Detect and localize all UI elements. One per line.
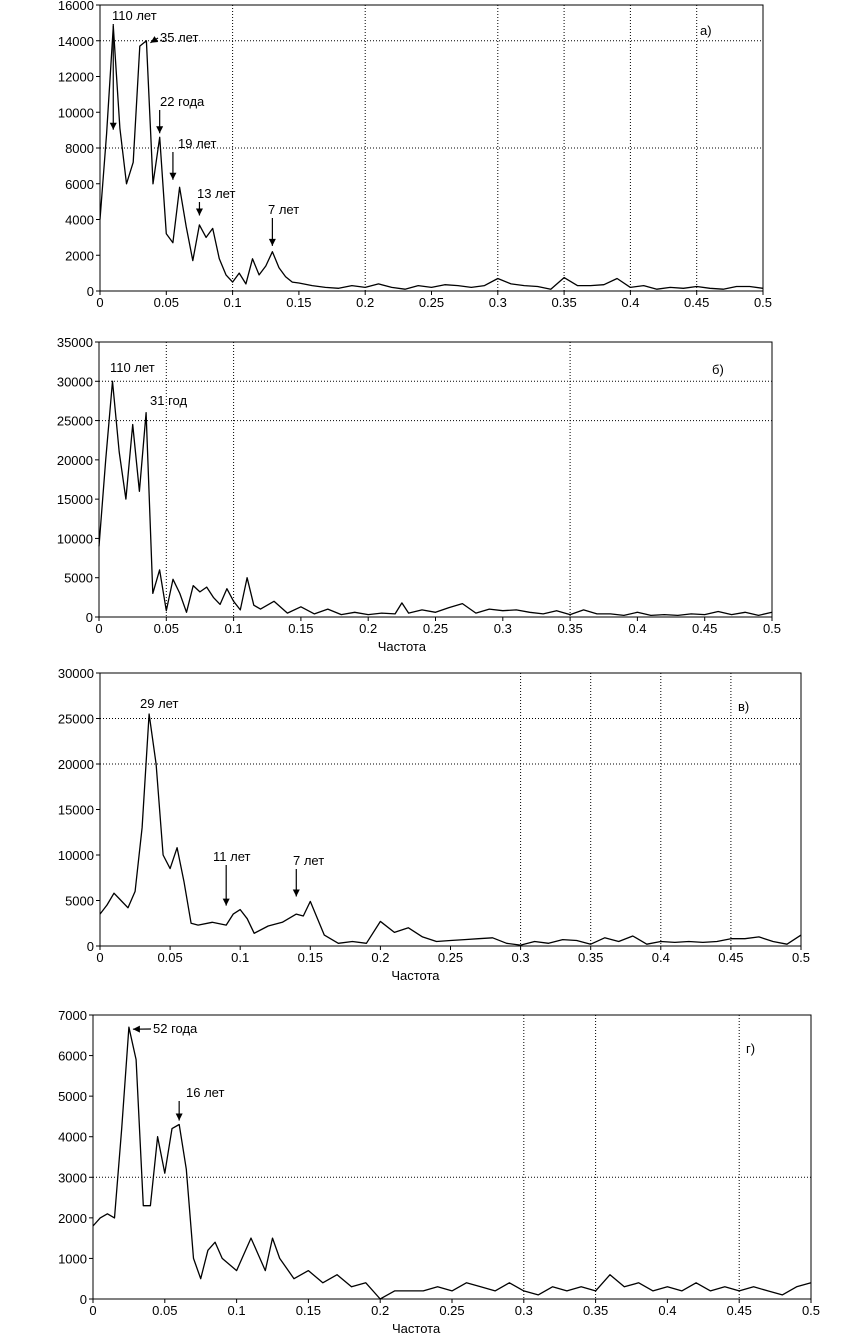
annotation-label: 16 лет [186, 1085, 225, 1100]
annotation-arrowhead [176, 1114, 183, 1121]
y-tick-label: 35000 [56, 335, 93, 350]
y-tick-label: 20000 [57, 757, 94, 772]
y-tick-label: 30000 [57, 666, 94, 681]
x-tick-label: 0.45 [718, 950, 744, 965]
y-tick-label: 15000 [57, 802, 94, 818]
y-tick-label: 5000 [65, 893, 94, 909]
y-tick-label: 6000 [65, 176, 94, 192]
chart-panel-1 [58, 0, 772, 310]
x-tick-label: 0 [96, 950, 104, 965]
annotation-arrowhead [150, 36, 158, 43]
x-tick-label: 0 [95, 621, 103, 636]
y-tick-label: 2000 [58, 1210, 87, 1226]
annotation-arrowhead [293, 890, 300, 897]
x-tick-label: 0.05 [157, 950, 183, 965]
y-tick-label: 0 [85, 610, 93, 625]
y-tick-label: 14000 [57, 33, 94, 49]
chart-panel-2 [57, 335, 781, 654]
y-tick-label: 0 [86, 284, 94, 299]
x-axis-title: Частота [391, 968, 440, 983]
x-tick-label: 0.35 [578, 950, 604, 965]
y-tick-label: 15000 [56, 492, 93, 508]
x-tick-label: 0.5 [801, 1303, 821, 1318]
y-tick-label: 7000 [58, 1008, 87, 1023]
x-tick-label: 0.05 [153, 621, 179, 636]
x-tick-label: 0.2 [371, 950, 390, 965]
y-tick-label: 2000 [65, 248, 94, 264]
x-tick-label: 0.4 [658, 1303, 677, 1318]
chart-panel-3 [58, 666, 810, 983]
x-tick-label: 0.25 [437, 950, 464, 965]
y-tick-label: 10000 [56, 531, 93, 547]
x-tick-label: 0.1 [223, 295, 242, 310]
x-tick-label: 0.45 [726, 1303, 752, 1318]
x-axis-title: Частота [377, 639, 426, 654]
series-line [93, 1027, 811, 1299]
annotation-arrowhead [269, 239, 276, 246]
x-tick-label: 0.5 [762, 621, 782, 636]
x-tick-label: 0.4 [628, 621, 647, 636]
plot-frame [93, 1015, 811, 1299]
x-tick-label: 0.25 [422, 621, 449, 636]
y-tick-label: 25000 [56, 413, 93, 429]
x-tick-label: 0.3 [488, 295, 507, 310]
x-tick-label: 0.45 [692, 621, 718, 636]
series-line [99, 381, 772, 615]
series-line [100, 714, 801, 945]
x-tick-label: 0.15 [295, 1303, 322, 1318]
panel-label: б) [712, 362, 724, 377]
x-axis-title: Частота [392, 1321, 441, 1336]
y-tick-label: 6000 [58, 1048, 87, 1064]
y-tick-label: 0 [79, 1292, 87, 1307]
x-tick-label: 0.35 [551, 295, 577, 310]
y-tick-label: 8000 [65, 141, 94, 156]
x-tick-label: 0.15 [286, 295, 312, 310]
y-tick-label: 1000 [58, 1251, 87, 1267]
annotation-arrowhead [110, 123, 117, 130]
y-tick-label: 4000 [58, 1129, 87, 1145]
annotation-label: 29 лет [140, 696, 179, 711]
x-tick-label: 0.5 [791, 950, 811, 965]
panel-label: а) [700, 23, 712, 38]
x-tick-label: 0.45 [684, 295, 710, 310]
x-tick-label: 0.05 [153, 295, 179, 310]
annotation-arrowhead [133, 1026, 140, 1033]
panel-label: в) [738, 699, 750, 714]
y-tick-label: 0 [86, 939, 94, 954]
chart-panel-4 [58, 1008, 820, 1336]
x-tick-label: 0 [89, 1303, 97, 1318]
x-tick-label: 0.2 [371, 1303, 390, 1318]
annotation-arrowhead [196, 209, 203, 216]
y-tick-label: 30000 [56, 374, 93, 390]
x-tick-label: 0.05 [152, 1303, 178, 1318]
annotation-label: 110 лет [110, 360, 155, 375]
annotation-label: 52 года [153, 1021, 198, 1036]
panel-label: г) [746, 1041, 756, 1056]
x-tick-label: 0 [96, 295, 104, 310]
x-tick-label: 0.2 [356, 295, 375, 310]
y-tick-label: 10000 [57, 105, 94, 121]
x-tick-label: 0.15 [288, 621, 314, 636]
annotation-label: 7 лет [293, 853, 325, 868]
annotation-label: 19 лет [178, 136, 217, 151]
x-tick-label: 0.1 [231, 950, 250, 965]
y-tick-label: 3000 [58, 1170, 87, 1186]
y-tick-label: 10000 [57, 848, 94, 863]
x-tick-label: 0.15 [297, 950, 323, 965]
x-tick-label: 0.2 [359, 621, 378, 636]
annotation-label: 7 лет [268, 202, 300, 217]
annotation-arrowhead [156, 126, 163, 133]
x-tick-label: 0.25 [418, 295, 445, 310]
x-tick-label: 0.4 [621, 295, 640, 310]
plot-frame [100, 673, 801, 946]
x-tick-label: 0.35 [582, 1303, 609, 1318]
x-tick-label: 0.35 [557, 621, 583, 636]
x-tick-label: 0.1 [224, 621, 243, 636]
x-tick-label: 0.4 [651, 950, 670, 965]
y-tick-label: 25000 [57, 711, 94, 727]
annotation-label: 13 лет [197, 186, 236, 201]
annotation-label: 110 лет [112, 8, 157, 23]
x-tick-label: 0.1 [227, 1303, 246, 1318]
y-tick-label: 5000 [58, 1089, 87, 1105]
y-tick-label: 5000 [64, 570, 93, 586]
annotation-label: 22 года [160, 94, 205, 109]
y-tick-label: 12000 [57, 69, 94, 85]
y-tick-label: 20000 [56, 452, 93, 468]
y-tick-label: 16000 [57, 0, 94, 13]
x-tick-label: 0.3 [493, 621, 512, 636]
series-line [100, 26, 763, 289]
y-tick-label: 4000 [65, 212, 94, 228]
plot-frame [99, 342, 772, 617]
annotation-arrowhead [169, 173, 176, 180]
x-tick-label: 0.3 [511, 950, 530, 965]
annotation-arrowhead [223, 899, 230, 906]
annotation-label: 11 лет [213, 849, 251, 864]
x-tick-label: 0.5 [753, 295, 773, 310]
annotation-label: 31 год [150, 393, 188, 408]
x-tick-label: 0.3 [514, 1303, 533, 1318]
annotation-label: 35 лет [160, 30, 199, 45]
x-tick-label: 0.25 [439, 1303, 465, 1318]
